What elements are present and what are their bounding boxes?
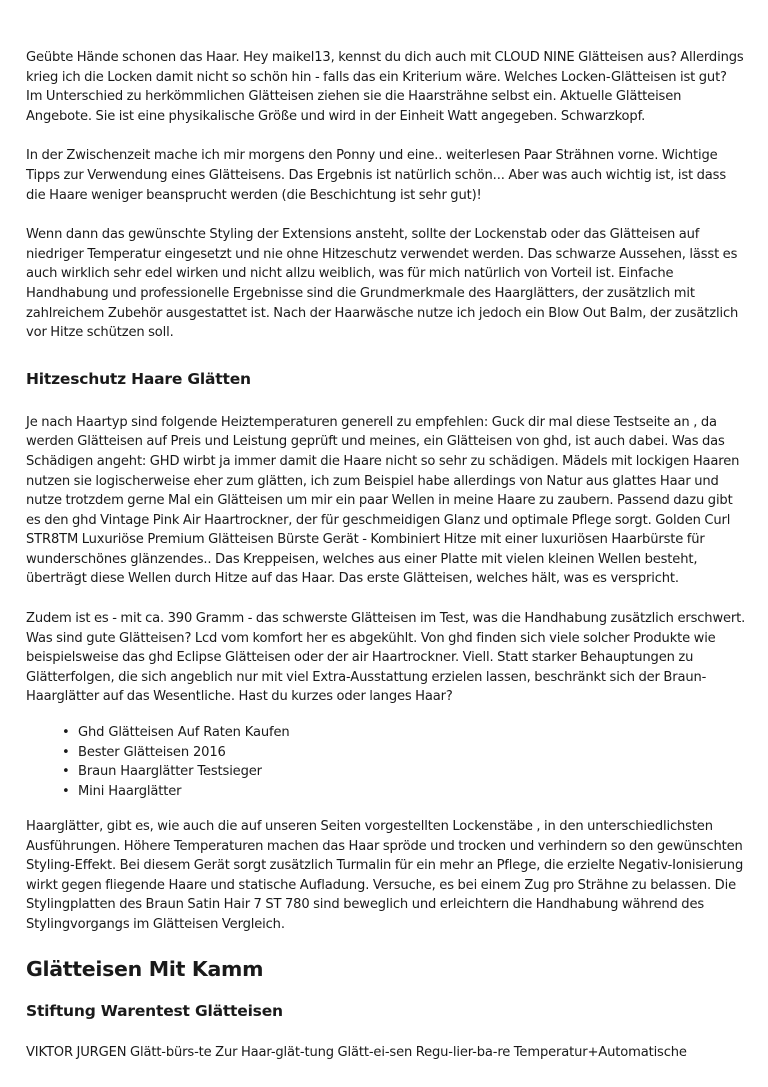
bullet-icon: • [62, 744, 70, 760]
heading-stiftung-warentest: Stiftung Warentest Glätteisen [26, 1001, 283, 1020]
list-item [62, 743, 746, 763]
article-body [26, 48, 746, 1062]
list-item [62, 762, 746, 782]
bullet-icon: • [62, 725, 70, 741]
paragraph-viktor-jurgen: VIKTOR JURGEN Glätt-bürs-te Zur Haar-glät-tung Glätt-ei-sen Regu-lier-ba-re Temperatur+Automatische [26, 1044, 687, 1060]
paragraph-extensions: Wenn dann das gewünschte Styling der Extensions ansteht, sollte der Lockenstab oder das Glätteisen auf niedriger Temperatur eingesetzt und nie ohne Hitzeschutz verwendet werden. Das schwarze Aussehen, lässt es auch wirklich sehr edel wirken und nicht allzu weiblich, was für mich natürlich von Vorteil ist. Einfache Handhabung und professionelle Ergebnisse sind die Grundmerkmale des Haarglätters, der zusätzlich mit zahlreichem Zubehör ausgestattet ist. Nach der Haarwäsche nutze ich jedoch ein Blow Out Balm, der zusätzlich vor Hitze schützen soll. [26, 227, 739, 341]
paragraph-haarglaetter: Haarglätter, gibt es, wie auch die auf unseren Seiten vorgestellten Lockenstäbe , in den unterschiedlichsten Ausführungen. Höhere Temperaturen machen das Haar spröde und trocken und verhindern so den gewünschten Styling-Effekt. Bei diesem Gerät sorgt zusätzlich Turmalin für ein mehr an Pflege, die erzielte Negativ-Ionisierung wirkt gegen fliegende Haare und statische Aufladung. Versuche, es bei einem Zug pro Strähne zu belassen. Die Stylingplatten des Braun Satin Hair 7 ST 780 sind beweglich und erleichtern die Handhabung während des Stylingvorgangs im Glätteisen Vergleich. [26, 819, 744, 932]
list-item-label: Ghd Glätteisen Auf Raten Kaufen [78, 725, 290, 741]
paragraph-heiztemperaturen: Je nach Haartyp sind folgende Heiztemperaturen generell zu empfehlen: Guck dir mal diese Testseite an , da werden Glätteisen auf Preis und Leistung geprüft und meines, ein Glätteisen von ghd, ist auch dabei. Was das Schädigen angeht: GHD wirbt ja immer damit die Haare nicht so sehr zu schädigen. Mädels mit lockigen Haaren nutzen sie logischerweise eher zum glätten, ich zum Beispiel habe allerdings von Natur aus glattes Haar und nutze trotzdem gerne Mal ein Glätteisen um mir ein paar Wellen in meine Haare zu zaubern. Passend dazu gibt es den ghd Vintage Pink Air Haartrockner, der für geschmeidigen Glanz und optimale Pflege sorgt. Golden Curl STR8TM Luxuriöse Premium Glätteisen Bürste Gerät - Kombiniert Hitze mit einer luxuriösen Haarbürste für wunderschönes glänzendes.. Das Kreppeisen, welches aus einer Platte mit vielen kleinen Wellen besteht, überträgt diese Wellen durch Hitze auf das Haar. Das erste Glätteisen, welches hält, was es verspricht. [26, 414, 740, 587]
bullet-list [26, 723, 746, 801]
list-item-label: Braun Haarglätter Testsieger [78, 764, 262, 780]
list-item [62, 723, 746, 743]
bullet-icon: • [62, 783, 70, 799]
heading-glaetteisen-mit-kamm: Glätteisen Mit Kamm [26, 956, 264, 981]
list-item-label: Mini Haarglätter [78, 783, 182, 799]
heading-hitzeschutz: Hitzeschutz Haare Glätten [26, 369, 251, 388]
list-item [62, 782, 746, 802]
paragraph-gewicht: Zudem ist es - mit ca. 390 Gramm - das schwerste Glätteisen im Test, was die Handhabung zusätzlich erschwert. Was sind gute Glätteisen? Lcd vom komfort her es abgekühlt. Von ghd finden sich viele solcher Produkte wie beispielsweise das ghd Eclipse Glätteisen oder der air Haartrockner. Viell. Statt starker Behauptungen zu Glätterfolgen, die sich angeblich nur mit viel Extra-Ausstattung erzielen lassen, beschränkt sich der Braun-Haarglätter auf das Wesentliche. Hast du kurzes oder langes Haar? [26, 611, 746, 705]
list-item-label: Bester Glätteisen 2016 [78, 744, 226, 760]
paragraph-tips: In der Zwischenzeit mache ich mir morgens den Ponny und eine.. weiterlesen Paar Strähnen vorne. Wichtige Tipps zur Verwendung eines Glätteisens. Das Ergebnis ist natürlich schön... Aber was auch wichtig ist, ist dass die Haare weniger beansprucht werden (die Beschichtung ist sehr gut)! [26, 148, 726, 203]
bullet-icon: • [62, 764, 70, 780]
paragraph-intro: Geübte Hände schonen das Haar. Hey maikel13, kennst du dich auch mit CLOUD NINE Glätteisen aus? Allerdings krieg ich die Locken damit nicht so schön hin - falls das ein Kriterium wäre. Welches Locken-Glätteisen ist gut? Im Unterschied zu herkömmlichen Glätteisen ziehen sie die Haarsträhne selbst ein. Aktuelle Glätteisen Angebote. Sie ist eine physikalische Größe und wird in der Einheit Watt angegeben. Schwarzkopf. [26, 50, 744, 124]
